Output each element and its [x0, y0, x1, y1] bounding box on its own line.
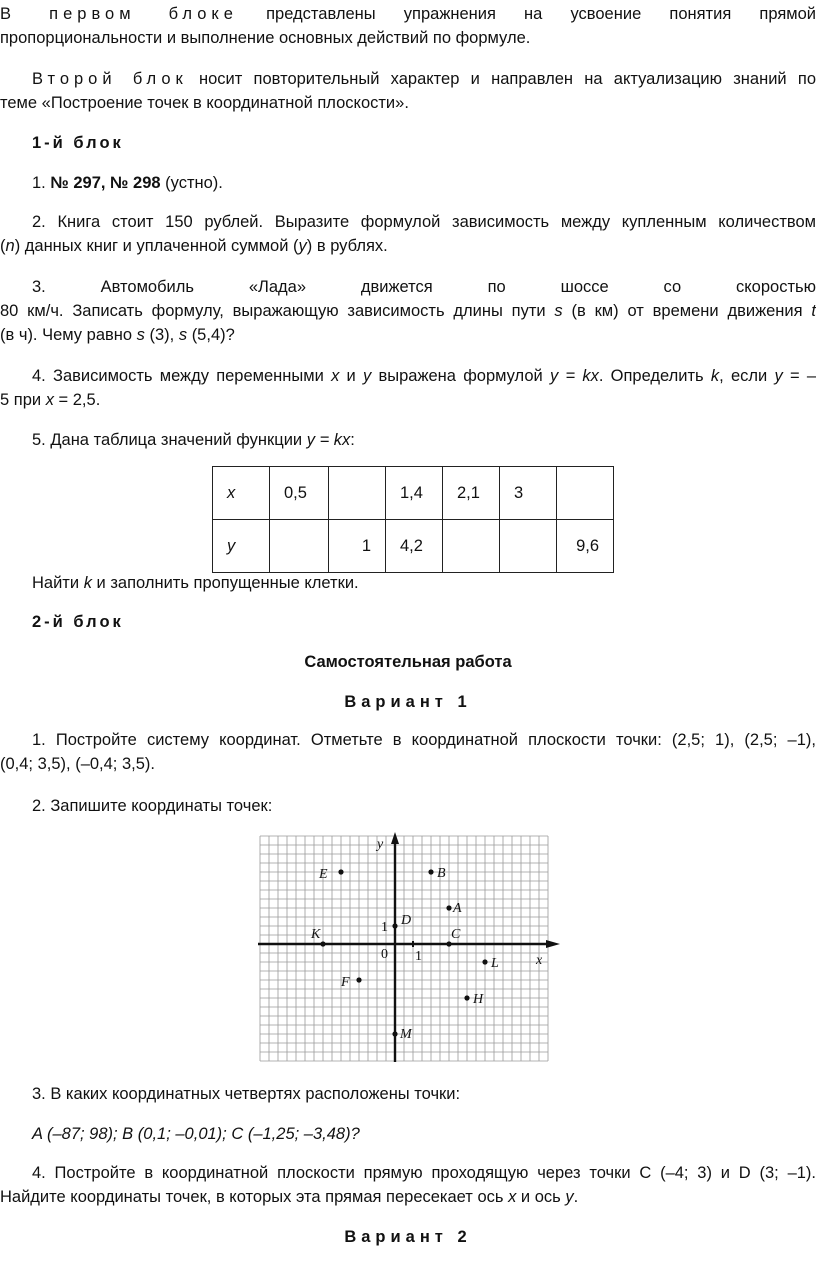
x-axis-arrow	[546, 940, 560, 948]
task-text: . Определить	[598, 367, 704, 385]
task-text: 80 км/ч. Записать формулу, выражающую зависимость длины пути	[0, 302, 546, 320]
task-text: 4. Зависимость между переменными	[32, 367, 324, 385]
table-header-cell: y	[213, 520, 270, 573]
var-n: n	[5, 237, 15, 255]
question-1	[0, 728, 816, 776]
table-cell	[500, 520, 557, 573]
variant-2-title	[0, 1225, 816, 1249]
table-cell: 2,1	[443, 467, 500, 520]
task-text: выражена формулой	[378, 367, 543, 385]
task-4	[0, 364, 816, 412]
var-t: t	[811, 302, 816, 320]
block2-heading	[32, 610, 816, 634]
task-number: 1.	[32, 174, 46, 192]
var-s: s	[136, 326, 145, 344]
question-3: 3. В каких координатных четвертях расположены точки:	[32, 1085, 461, 1103]
point-A	[446, 905, 451, 910]
point-C	[446, 941, 451, 946]
point-label-K: K	[311, 927, 321, 942]
intro-block2-word: Второй блок	[32, 70, 188, 88]
point-D	[392, 923, 397, 928]
heading-text: 2-й блок	[32, 613, 124, 631]
variant-text: Вариант 1	[344, 693, 472, 711]
point-K	[320, 941, 325, 946]
task-text: (в ч). Чему равно	[0, 326, 133, 344]
variant-text: Вариант 2	[344, 1228, 472, 1246]
unit-x-label: 1	[415, 949, 422, 964]
intro-text: представлены упражнения на усвоение понятия прямой	[266, 5, 816, 23]
table-cell: 4,2	[386, 520, 443, 573]
heading-text: 1-й блок	[32, 134, 124, 152]
task-reference: № 297, № 298	[50, 174, 161, 192]
task-text: (3),	[149, 326, 175, 344]
point-M	[392, 1031, 397, 1036]
var-x: x	[45, 391, 54, 409]
point-label-A: A	[453, 901, 462, 916]
table-row-x	[213, 467, 614, 520]
intro-text: пропорциональности и выполнение основных действий по формуле.	[0, 29, 531, 47]
intro-paragraph-2	[0, 67, 816, 115]
var-x: x	[508, 1188, 517, 1206]
formula: y = kx	[306, 431, 351, 449]
table-cell: 9,6	[557, 520, 614, 573]
intro-text: теме «Построение точек в координатной плоскости».	[0, 94, 409, 112]
point-L	[482, 959, 487, 964]
table-cell	[557, 467, 614, 520]
question-text: и ось	[520, 1188, 561, 1206]
question-text: (0,4; 3,5), (–0,4; 3,5).	[0, 755, 155, 773]
task-text: , если	[719, 367, 768, 385]
var-x: x	[331, 367, 340, 385]
point-label-H: H	[473, 992, 484, 1007]
variant-1-title	[0, 690, 816, 714]
table-header-cell: x	[213, 467, 270, 520]
table-cell: 1	[329, 520, 386, 573]
task-text: и	[346, 367, 356, 385]
var-y: y	[363, 367, 372, 385]
task-1	[32, 171, 816, 195]
points	[310, 866, 499, 1042]
y-axis-label: y	[377, 837, 384, 852]
var-y: y	[565, 1188, 574, 1206]
task-5-instruction	[32, 571, 816, 595]
var-y: y	[774, 367, 783, 385]
point-label-L: L	[491, 956, 499, 971]
point-F	[356, 977, 361, 982]
point-label-B: B	[437, 866, 446, 881]
intro-text: носит повторительный характер и направлен на актуализацию знаний по	[199, 70, 816, 88]
task-text: (устно).	[165, 174, 223, 192]
question-2: 2. Запишите координаты точек:	[32, 797, 273, 815]
y-axis-arrow	[391, 832, 399, 844]
var-y: y	[298, 237, 307, 255]
point-B	[428, 869, 433, 874]
formula: y = kx	[549, 367, 599, 385]
table-cell	[443, 520, 500, 573]
table-cell: 0,5	[270, 467, 329, 520]
task-text: (5,4)?	[191, 326, 235, 344]
origin-label: 0	[381, 947, 388, 962]
point-label-D: D	[401, 913, 412, 928]
var-s: s	[178, 326, 188, 344]
intro-paragraph-1	[0, 2, 816, 50]
block1-heading	[32, 131, 816, 155]
task-text: Найти	[32, 574, 80, 592]
task-text: ) в рублях.	[306, 237, 388, 255]
var-k: k	[710, 367, 720, 385]
task-5	[32, 428, 816, 452]
question-4	[0, 1161, 816, 1209]
question-text: 4. Постройте в координатной плоскости прямую проходящую через точки C (–4; 3) и D (3; –1).	[32, 1164, 816, 1182]
values-table	[212, 466, 614, 573]
task-text: 2. Книга стоит 150 рублей. Выразите формулой зависимость между купленным количеством	[32, 213, 816, 231]
coordinate-grid	[256, 832, 562, 1064]
task-text: = 2,5.	[58, 391, 101, 409]
table-cell	[270, 520, 329, 573]
task-2	[0, 210, 816, 258]
table-row-y	[213, 520, 614, 573]
point-label-C: C	[451, 927, 461, 942]
table-cell: 1,4	[386, 467, 443, 520]
point-E	[338, 869, 343, 874]
question-text: .	[573, 1188, 579, 1206]
table-cell	[329, 467, 386, 520]
task-text: 5 при	[0, 391, 42, 409]
task-text: = –	[789, 367, 816, 385]
task-text: (в км) от времени движения	[571, 302, 803, 320]
point-label-M: M	[400, 1027, 412, 1042]
question-text: Найдите координаты точек, в которых эта прямая пересекает ось	[0, 1188, 504, 1206]
point-label-F: F	[341, 975, 350, 990]
task-text: ) данных книг и уплаченной суммой (	[14, 237, 299, 255]
table-cell: 3	[500, 467, 557, 520]
task-text: :	[350, 431, 355, 449]
intro-block1-word: В первом блоке	[0, 5, 238, 23]
var-k: k	[83, 574, 92, 592]
question-3-points: A (–87; 98); B (0,1; –0,01); C (–1,25; –3,48)?	[32, 1125, 360, 1143]
x-axis-label: x	[536, 953, 543, 968]
task-text: (	[0, 237, 6, 255]
task-text: и заполнить пропущенные клетки.	[96, 574, 359, 592]
var-s: s	[554, 302, 563, 320]
task-3	[0, 275, 816, 347]
task-text: 3. Автомобиль «Лада» движется по шоссе со скоростью	[32, 278, 816, 296]
task-text: 5. Дана таблица значений функции	[32, 431, 303, 449]
question-text: 1. Постройте систему координат. Отметьте в координатной плоскости точки: (2,5; 1), (2,5; –1),	[32, 731, 816, 749]
point-H	[464, 995, 469, 1000]
unit-y-label: 1	[381, 920, 388, 935]
point-label-E: E	[319, 867, 328, 882]
work-title: Самостоятельная работа	[304, 653, 512, 671]
